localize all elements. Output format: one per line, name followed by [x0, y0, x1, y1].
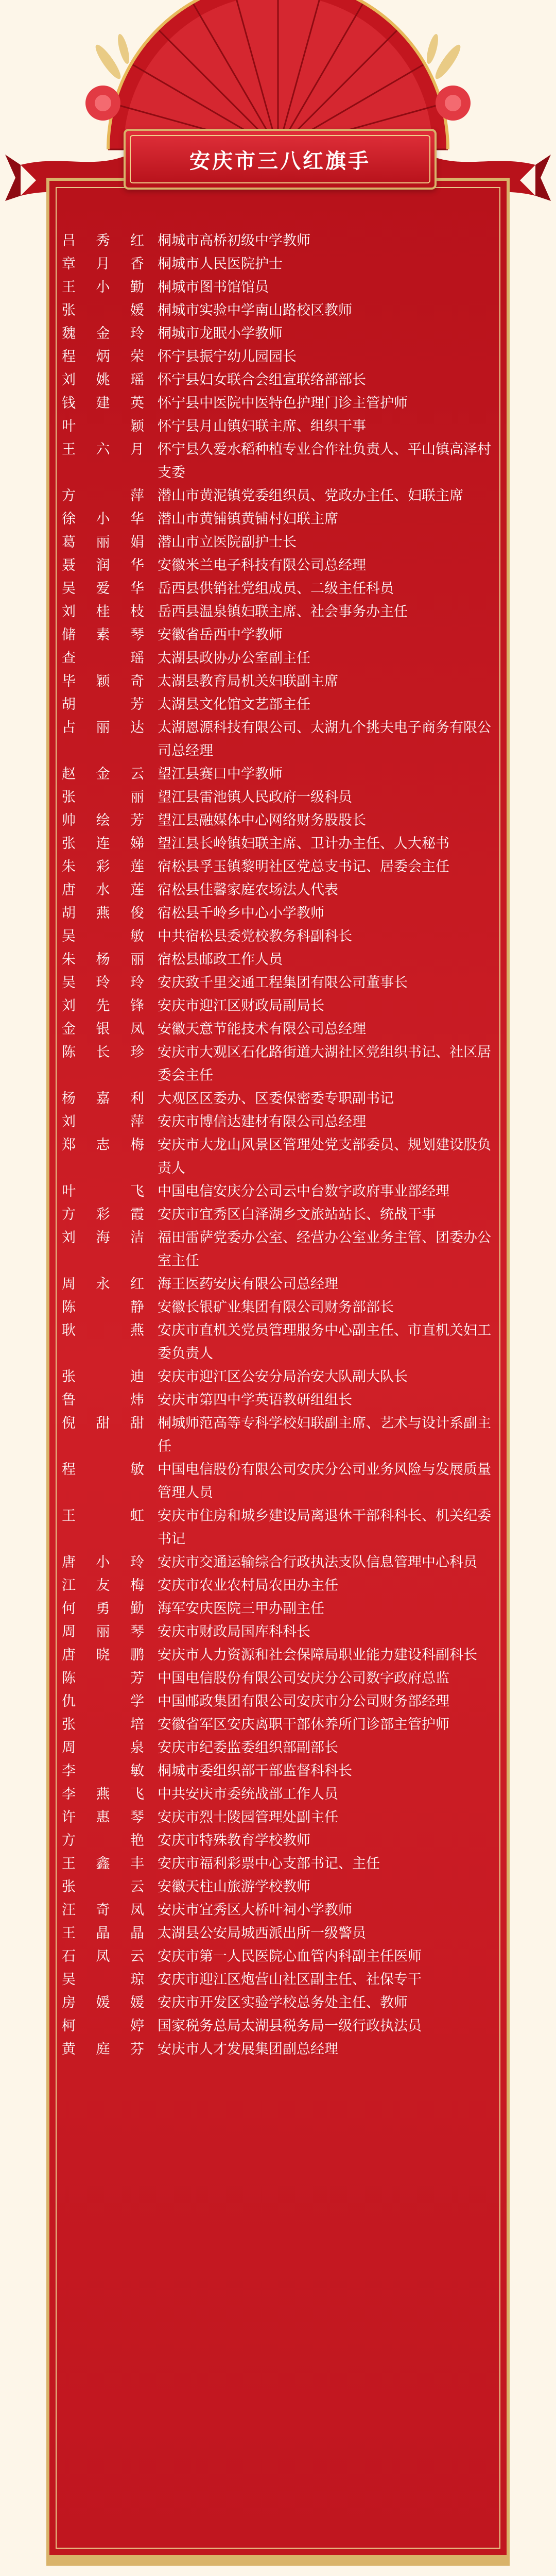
list-item	[62, 1829, 494, 1852]
honoree-name: 王小勤	[62, 279, 144, 295]
honoree-position: 安庆市第一人民医院心血管内科副主任医师	[158, 1948, 422, 1964]
list-item	[62, 1759, 494, 1783]
honoree-position: 安庆市直机关党员管理服务中心副主任、市直机关妇工委负责人	[158, 1323, 491, 1362]
list-item	[62, 438, 494, 484]
honoree-name: 张 培	[62, 1717, 144, 1733]
list-item	[62, 971, 494, 994]
honoree-position: 中国电信股份有限公司安庆分公司数字政府总监	[158, 1670, 449, 1686]
honoree-name: 江友梅	[62, 1578, 144, 1594]
honoree-name: 何勇勤	[62, 1601, 144, 1617]
list-item	[62, 1365, 494, 1388]
honoree-position: 福田雷萨党委办公室、经营办公室业务主管、团委办公室主任	[158, 1230, 491, 1269]
honoree-name: 许惠琴	[62, 1809, 144, 1825]
honoree-name: 鲁 炜	[62, 1392, 144, 1408]
list-item	[62, 2038, 494, 2061]
honoree-name: 仇 学	[62, 1693, 144, 1709]
honoree-name: 柯 婷	[62, 2018, 144, 2034]
honoree-name: 耿 燕	[62, 1323, 144, 1338]
honoree-name: 赵金云	[62, 766, 144, 782]
honoree-name: 朱彩莲	[62, 859, 144, 875]
list-item	[62, 1690, 494, 1713]
honoree-name: 唐小玲	[62, 1554, 144, 1570]
honoree-position: 望江县长岭镇妇联主席、卫计办主任、人大秘书	[158, 836, 449, 852]
list-item	[62, 554, 494, 577]
honoree-name: 胡 芳	[62, 697, 144, 713]
honoree-position: 怀宁县妇女联合会组宣联络部部长	[158, 372, 366, 388]
honoree-name: 唐水莲	[62, 882, 144, 898]
honoree-name: 吴 琼	[62, 1972, 144, 1988]
honoree-position: 中国邮政集团有限公司安庆市分公司财务部经理	[158, 1693, 449, 1709]
honoree-name: 唐晓鹏	[62, 1647, 144, 1663]
honoree-name: 杨嘉利	[62, 1091, 144, 1107]
list-item	[62, 1504, 494, 1551]
list-item	[62, 1273, 494, 1296]
list-item	[62, 925, 494, 948]
honoree-name: 郑志梅	[62, 1137, 144, 1153]
honoree-name: 叶 颖	[62, 418, 144, 434]
honoree-position: 桐城市实验中学南山路校区教师	[158, 302, 352, 318]
list-item	[62, 647, 494, 670]
honoree-position: 安庆市开发区实验学校总务处主任、教师	[158, 1995, 408, 2011]
list-item	[62, 322, 494, 345]
honoree-name: 陈 芳	[62, 1670, 144, 1686]
honoree-position: 安庆市农业农村局农田办主任	[158, 1578, 338, 1594]
list-item	[62, 1018, 494, 1041]
honoree-position: 怀宁县振宁幼儿园园长	[158, 349, 297, 365]
list-item	[62, 670, 494, 693]
honoree-name: 朱杨丽	[62, 952, 144, 968]
page-title: 安庆市三八红旗手	[189, 149, 371, 173]
list-item	[62, 276, 494, 299]
list-item	[62, 1133, 494, 1180]
honoree-name: 李燕飞	[62, 1786, 144, 1802]
list-item	[62, 878, 494, 902]
honoree-name: 刘先锋	[62, 998, 144, 1014]
title-plaque	[124, 129, 437, 190]
honoree-list	[62, 229, 494, 2061]
honoree-position: 中共安庆市委统战部工作人员	[158, 1786, 338, 1802]
honoree-position: 安庆市福利彩票中心支部书记、主任	[158, 1856, 380, 1872]
honoree-name: 章月香	[62, 256, 144, 272]
list-item	[62, 994, 494, 1018]
list-item	[62, 1180, 494, 1203]
honoree-name: 占丽达	[62, 720, 144, 736]
honoree-position: 岳西县温泉镇妇联主席、社会事务办主任	[158, 604, 408, 620]
honoree-position: 怀宁县中医院中医特色护理门诊主管护师	[158, 395, 408, 411]
honoree-name: 查 瑶	[62, 650, 144, 666]
honoree-name: 刘海洁	[62, 1230, 144, 1246]
honoree-position: 安徽天柱山旅游学校教师	[158, 1879, 310, 1895]
list-item	[62, 948, 494, 971]
honoree-name: 刘 萍	[62, 1114, 144, 1130]
list-item	[62, 1458, 494, 1504]
honoree-position: 安庆市人力资源和社会保障局职业能力建设科副科长	[158, 1647, 477, 1663]
list-item	[62, 1806, 494, 1829]
list-item	[62, 1110, 494, 1133]
honoree-position: 宿松县孚玉镇黎明社区党总支书记、居委会主任	[158, 859, 449, 875]
honoree-name: 黄庭芬	[62, 2041, 144, 2057]
honoree-position: 安庆市住房和城乡建设局离退休干部科科长、机关纪委书记	[158, 1508, 491, 1547]
list-item	[62, 577, 494, 600]
honoree-position: 中共宿松县委党校教务科副科长	[158, 928, 352, 944]
honoree-position: 安庆市博信达建材有限公司总经理	[158, 1114, 366, 1130]
honoree-name: 李 敏	[62, 1763, 144, 1779]
honoree-name: 吕秀红	[62, 233, 144, 249]
honoree-name: 徐小华	[62, 511, 144, 527]
honoree-position: 望江县赛口中学教师	[158, 766, 283, 782]
honoree-position: 太湖县公安局城西派出所一级警员	[158, 1925, 366, 1941]
honoree-position: 望江县融媒体中心网络财务股股长	[158, 812, 366, 828]
honoree-position: 桐城市图书馆馆员	[158, 279, 269, 295]
list-item	[62, 1319, 494, 1365]
honoree-name: 叶 飞	[62, 1183, 144, 1199]
honoree-position: 安庆市大观区石化路街道大湖社区党组织书记、社区居委会主任	[158, 1044, 491, 1083]
honoree-name: 房媛媛	[62, 1995, 144, 2011]
list-item	[62, 1945, 494, 1968]
list-item	[62, 299, 494, 322]
honoree-name: 王晶晶	[62, 1925, 144, 1941]
honoree-position: 安庆市迎江区公安分局治安大队副大队长	[158, 1369, 408, 1385]
list-item	[62, 531, 494, 554]
honoree-position: 桐城市人民医院护士	[158, 256, 283, 272]
honoree-position: 安徽米兰电子科技有限公司总经理	[158, 557, 366, 573]
list-item	[62, 1991, 494, 2014]
list-item	[62, 1643, 494, 1667]
honoree-name: 程炳荣	[62, 349, 144, 365]
list-item	[62, 1713, 494, 1736]
honoree-name: 王 虹	[62, 1508, 144, 1524]
honoree-name: 王鑫丰	[62, 1856, 144, 1872]
list-item	[62, 2014, 494, 2038]
honoree-name: 聂润华	[62, 557, 144, 573]
honoree-position: 太湖县政协办公室副主任	[158, 650, 310, 666]
list-item	[62, 855, 494, 878]
honoree-name: 王六月	[62, 442, 144, 457]
honoree-position: 宿松县邮政工作人员	[158, 952, 283, 968]
honoree-position: 安庆市烈士陵园管理处副主任	[158, 1809, 338, 1825]
list-item	[62, 392, 494, 415]
list-item	[62, 1203, 494, 1226]
honoree-name: 陈 静	[62, 1299, 144, 1315]
list-item	[62, 1226, 494, 1273]
list-item	[62, 693, 494, 716]
honoree-position: 中国电信安庆分公司云中台数字政府事业部经理	[158, 1183, 449, 1199]
honoree-name: 吴爱华	[62, 581, 144, 597]
honoree-position: 岳西县供销社党组成员、二级主任科员	[158, 581, 394, 597]
honoree-position: 海王医药安庆有限公司总经理	[158, 1276, 338, 1292]
honoree-name: 陈长珍	[62, 1044, 144, 1060]
honoree-name: 周永红	[62, 1276, 144, 1292]
honoree-name: 吴 敏	[62, 928, 144, 944]
honoree-position: 望江县雷池镇人民政府一级科员	[158, 789, 352, 805]
honoree-position: 安庆市纪委监委组织部副部长	[158, 1740, 338, 1756]
honoree-name: 周 泉	[62, 1740, 144, 1756]
honoree-position: 太湖县教育局机关妇联副主席	[158, 673, 338, 689]
honoree-name: 张 云	[62, 1879, 144, 1895]
list-item	[62, 1667, 494, 1690]
honoree-position: 国家税务总局太湖县税务局一级行政执法员	[158, 2018, 422, 2034]
honoree-position: 安徽长银矿业集团有限公司财务部部长	[158, 1299, 394, 1315]
list-item	[62, 1574, 494, 1597]
honoree-position: 安庆市财政局国库科科长	[158, 1624, 310, 1640]
list-item	[62, 507, 494, 531]
list-item	[62, 1899, 494, 1922]
honoree-position: 桐城市委组织部干部监督科科长	[158, 1763, 352, 1779]
honoree-name: 钱建英	[62, 395, 144, 411]
honoree-position: 宿松县佳馨家庭农场法人代表	[158, 882, 338, 898]
list-item	[62, 600, 494, 623]
list-item	[62, 1620, 494, 1643]
honoree-name: 倪甜甜	[62, 1415, 144, 1431]
honoree-name: 汪奇凤	[62, 1902, 144, 1918]
honoree-position: 潜山市立医院副护士长	[158, 534, 297, 550]
list-item	[62, 902, 494, 925]
honoree-position: 安庆市人才发展集团副总经理	[158, 2041, 338, 2057]
list-item	[62, 252, 494, 276]
honoree-position: 安庆市大龙山风景区管理处党支部委员、规划建设股负责人	[158, 1137, 491, 1176]
list-item	[62, 345, 494, 368]
list-item	[62, 1783, 494, 1806]
honoree-position: 怀宁县月山镇妇联主席、组织干事	[158, 418, 366, 434]
list-item	[62, 368, 494, 392]
honoree-name: 葛丽娟	[62, 534, 144, 550]
honoree-position: 太湖县文化馆文艺部主任	[158, 697, 310, 713]
board-bottom-edge	[46, 2555, 510, 2566]
honoree-position: 安庆致千里交通工程集团有限公司董事长	[158, 975, 408, 991]
list-item	[62, 229, 494, 252]
honoree-name: 吴玲玲	[62, 975, 144, 991]
honoree-position: 安庆市迎江区炮营山社区副主任、社保专干	[158, 1972, 422, 1988]
list-item	[62, 832, 494, 855]
honoree-position: 安庆市宜秀区白泽湖乡文旅站站长、统战干事	[158, 1207, 436, 1223]
list-item	[62, 1296, 494, 1319]
list-item	[62, 1875, 494, 1899]
honoree-position: 安庆市第四中学英语教研组组长	[158, 1392, 352, 1408]
list-item	[62, 1551, 494, 1574]
list-item	[62, 415, 494, 438]
honoree-position: 安庆市交通运输综合行政执法支队信息管理中心科员	[158, 1554, 477, 1570]
list-item	[62, 1736, 494, 1759]
honoree-name: 魏金玲	[62, 326, 144, 342]
list-item	[62, 716, 494, 762]
list-item	[62, 1852, 494, 1875]
honoree-position: 潜山市黄铺镇黄铺村妇联主席	[158, 511, 338, 527]
honoree-position: 安庆市特殊教育学校教师	[158, 1833, 310, 1849]
honoree-position: 大观区区委办、区委保密委专职副书记	[158, 1091, 394, 1107]
list-item	[62, 1041, 494, 1087]
list-item	[62, 809, 494, 832]
honoree-name: 张连娣	[62, 836, 144, 852]
honoree-position: 太湖恩源科技有限公司、太湖九个挑夫电子商务有限公司总经理	[158, 720, 491, 759]
list-item	[62, 1412, 494, 1458]
honoree-position: 安徽天意节能技术有限公司总经理	[158, 1021, 366, 1037]
honoree-position: 潜山市黄泥镇党委组织员、党政办主任、妇联主席	[158, 488, 463, 504]
honoree-name: 帅绘芳	[62, 812, 144, 828]
list-item	[62, 1388, 494, 1412]
honoree-name: 程 敏	[62, 1462, 144, 1478]
honoree-position: 安徽省军区安庆离职干部休养所门诊部主管护师	[158, 1717, 449, 1733]
list-item	[62, 1922, 494, 1945]
honoree-name: 刘姚瑶	[62, 372, 144, 388]
honoree-name: 金银凤	[62, 1021, 144, 1037]
honoree-position: 安庆市宜秀区大桥叶祠小学教师	[158, 1902, 352, 1918]
honoree-position: 宿松县千岭乡中心小学教师	[158, 905, 324, 921]
list-item	[62, 786, 494, 809]
honoree-name: 毕颖奇	[62, 673, 144, 689]
list-item	[62, 623, 494, 647]
list-item	[62, 1087, 494, 1110]
list-item	[62, 762, 494, 786]
honoree-position: 怀宁县久爱水稻种植专业合作社负责人、平山镇高泽村支委	[158, 442, 491, 481]
honoree-name: 张 丽	[62, 789, 144, 805]
honoree-position: 桐城市龙眠小学教师	[158, 326, 283, 342]
honoree-position: 安徽省岳西中学教师	[158, 627, 283, 643]
honoree-name: 储素琴	[62, 627, 144, 643]
honoree-name: 胡燕俊	[62, 905, 144, 921]
honoree-position: 安庆市迎江区财政局副局长	[158, 998, 324, 1014]
list-item	[62, 484, 494, 507]
honoree-position: 桐城师范高等专科学校妇联副主席、艺术与设计系副主任	[158, 1415, 491, 1454]
honoree-position: 海军安庆医院三甲办副主任	[158, 1601, 324, 1617]
honoree-name: 刘桂枝	[62, 604, 144, 620]
honoree-name: 周丽琴	[62, 1624, 144, 1640]
honoree-name: 方 萍	[62, 488, 144, 504]
list-item	[62, 1597, 494, 1620]
list-item	[62, 1968, 494, 1991]
honoree-name: 方彩霞	[62, 1207, 144, 1223]
honoree-position: 桐城市高桥初级中学教师	[158, 233, 310, 249]
honoree-name: 张 媛	[62, 302, 144, 318]
honoree-position: 中国电信股份有限公司安庆分公司业务风险与发展质量管理人员	[158, 1462, 491, 1501]
honoree-name: 张 迪	[62, 1369, 144, 1385]
honoree-name: 方 艳	[62, 1833, 144, 1849]
honoree-name: 石凤云	[62, 1948, 144, 1964]
